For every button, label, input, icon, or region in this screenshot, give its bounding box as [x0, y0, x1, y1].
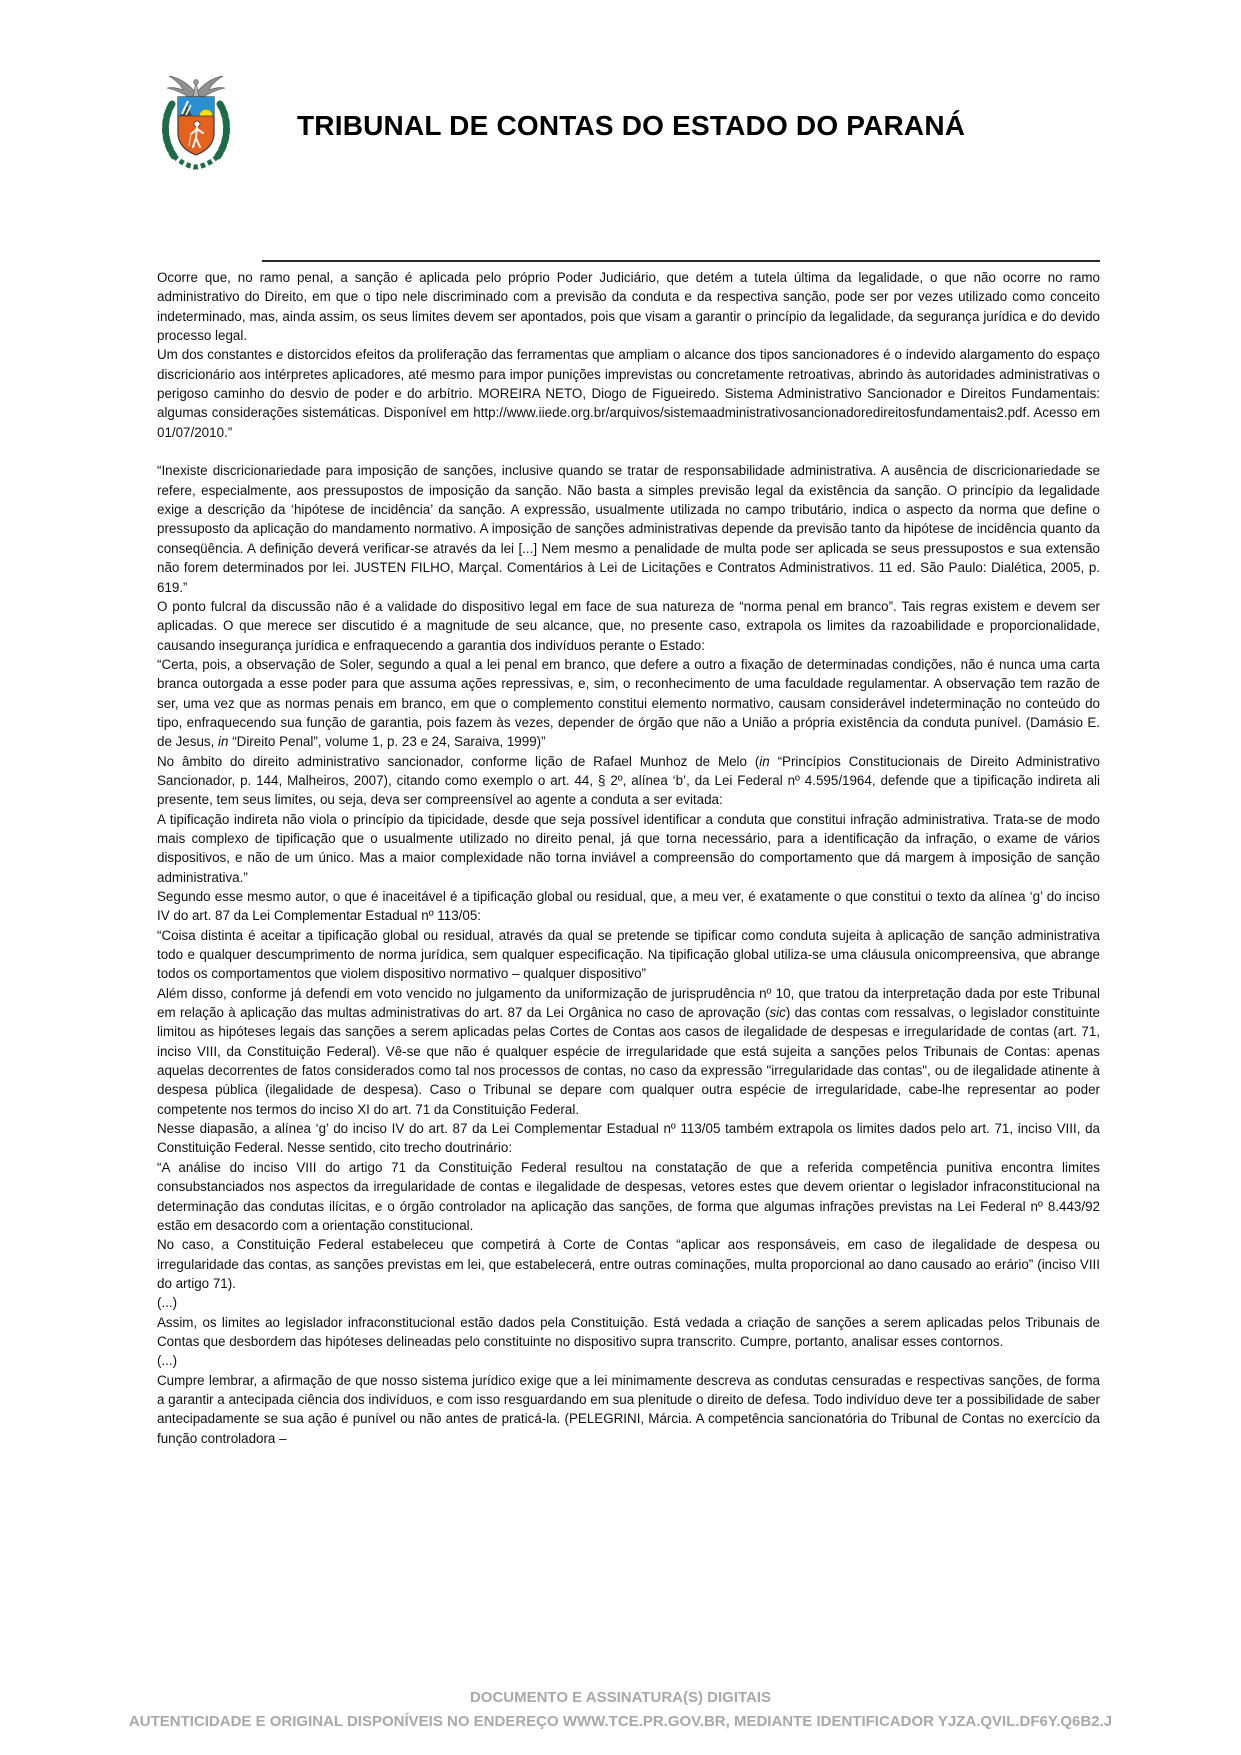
paragraph: Cumpre lembrar, a afirmação de que nosso sistema jurídico exige que a lei minimamente descreva as condutas censuradas e respectivas sanções, de forma a garantir a antecipada ciência dos indivíduos, e com isso resguardando em sua plenitude o direito de defesa. Todo indivíduo deve ter a possibilidade de saber antecipadamente se sua ação é punível ou não antes de praticá-la. (PELEGRINI, Márcia. A competência sancionatória do Tribunal de Contas no exercício da função controladora –	[157, 1372, 1100, 1446]
paragraph: O ponto fulcral da discussão não é a validade do dispositivo legal em face de sua natureza de “norma penal em branco”. Tais regras existem e devem ser aplicadas. O que merece ser discutido é a magnitude de seu alcance, que, no presente caso, extrapola os limites da razoabilidade e proporcionalidade, causando insegurança jurídica e enfraquecendo a garantia dos indivíduos perante o Estado:	[157, 598, 1100, 653]
header-divider	[262, 260, 1100, 262]
page-title: TRIBUNAL DE CONTAS DO ESTADO DO PARANÁ	[297, 110, 966, 141]
footer-line-2: AUTENTICIDADE E ORIGINAL DISPONÍVEIS NO ENDEREÇO WWW.TCE.PR.GOV.BR, MEDIANTE IDENTIFICADOR YJZA.QVIL.DF6Y.Q6B2.J	[128, 1713, 1113, 1730]
paragraph: (...)	[157, 1295, 178, 1311]
paragraph: “Certa, pois, a observação de Soler, segundo a qual a lei penal em branco, que defere a outro a fixação de determinadas condições, não é nunca uma carta branca outorgada a esse poder para que assuma ações repressivas, e, sim, o reconhecimento de uma faculdade regulamentar. A observação tem razão de ser, uma vez que as normas penais em branco, em que o complemento constitui elemento normativo, causam considerável indeterminação no conteúdo do tipo, enfraquecendo sua função de garantia, pois fazem às vezes, depender de órgão que não a União a própria existência da conduta punível. (Damásio E. de Jesus, in “Direito Penal”, volume 1, p. 23 e 24, Saraiva, 1999)”	[157, 656, 1100, 750]
digital-signature-footer	[0, 1686, 1241, 1734]
shield-icon	[178, 97, 214, 155]
paragraph: Um dos constantes e distorcidos efeitos da proliferação das ferramentas que ampliam o alcance dos tipos sancionadores é o indevido alargamento do espaço discricionário aos intérpretes aplicadores, até mesmo para impor punições imprevistas ou concretamente retroativas, abrindo às autoridades administrativas o perigoso caminho do desvio de poder e do arbítrio. MOREIRA NETO, Diogo de Figueiredo. Sistema Administrativo Sancionador e Direitos Fundamentais: algumas considerações sistemáticas. Disponível em http://www.iiede.org.br/arquivos/sistemaadministrativosancionadoredireitosfundamentais2.pdf. Acesso em 01/07/2010.”	[157, 347, 1100, 440]
paragraph: “A análise do inciso VIII do artigo 71 da Constituição Federal resultou na constatação de que a referida competência punitiva encontra limites consubstanciados nos aspectos da irregularidade de contas e ilegalidade de despesas, vetores estes que devem orientar o legislador infraconstitucional na determinação das condutas ilícitas, e o órgão controlador na aplicação das sanções, de forma que algumas infrações previstas na Lei Federal nº 8.443/92 estão em desacordo com a orientação constitucional.	[157, 1159, 1100, 1233]
paragraph: Nesse diapasão, a alínea ‘g’ do inciso IV do art. 87 da Lei Complementar Estadual nº 113/05 também extrapola os limites dados pelo art. 71, inciso VIII, da Constituição Federal. Nesse sentido, cito trecho doutrinário:	[157, 1121, 1100, 1156]
paragraph: (...)	[157, 1353, 178, 1369]
paragraph: Assim, os limites ao legislador infraconstitucional estão dados pela Constituição. Está vedada a criação de sanções a serem aplicadas pelos Tribunais de Contas que desbordem das hipóteses delineadas pelo constituinte no dispositivo supra transcrito. Cumpre, portanto, analisar esses contornos.	[157, 1314, 1100, 1349]
paragraph: No caso, a Constituição Federal estabeleceu que competirá à Corte de Contas “aplicar aos responsáveis, em caso de ilegalidade de despesa ou irregularidade das contas, as sanções previstas em lei, que estabelecerá, entre outras cominações, multa proporcional ao dano causado ao erário” (inciso VIII do artigo 71).	[157, 1237, 1100, 1291]
paragraph: Além disso, conforme já defendi em voto vencido no julgamento da uniformização de jurisprudência nº 10, que tratou da interpretação dada por este Tribunal em relação à aplicação das multas administrativas do art. 87 da Lei Orgânica no caso de aprovação (sic) das contas com ressalvas, o legislador constituinte limitou as hipóteses legais das sanções a serem aplicadas pelas Cortes de Contas aos casos de ilegalidade de despesas e irregularidade de contas (art. 71, inciso VIII, da Constituição Federal). Vê-se que não é qualquer espécie de irregularidade que está sujeita a sanções pelos Tribunais de Contas: apenas aquelas decorrentes de fatos considerados como tal nos processos de contas, no caso da expressão "irregularidade das contas", ou de ilegalidade atinente à despesa pública (ilegalidade de despesa). Caso o Tribunal se depare com qualquer outra espécie de irregularidade, cabe-lhe representar ao poder competente nos termos do inciso XI do art. 71 da Constituição Federal.	[157, 985, 1101, 1117]
paragraph: A tipificação indireta não viola o princípio da tipicidade, desde que seja possível identificar a conduta que constitui infração administrativa. Trata-se de modo mais complexo de tipificação que o usualmente utilizado no direito penal, já que torna necessário, para a identificação da infração, o exame de vários dispositivos, e não de um único. Mas a maior complexidade não torna inviável a compreensão do comportamento que dá margem à imposição de sanção administrativa.”	[157, 811, 1100, 885]
paragraph: Ocorre que, no ramo penal, a sanção é aplicada pelo próprio Poder Judiciário, que detém a tutela última da legalidade, o que não ocorre no ramo administrativo do Direito, em que o tipo nele discriminado com a previsão da conduta e da respectiva sanção, pode ser por vezes utilizado como conceito indeterminado, mas, ainda assim, os seus limites devem ser apontados, pois que visam a garantir o princípio da legalidade, da segurança jurídica e do devido processo legal.	[157, 270, 1100, 344]
paragraph: Segundo esse mesmo autor, o que é inaceitável é a tipificação global ou residual, que, a meu ver, é exatamente o que constitui o texto da alínea ‘g’ do inciso IV do art. 87 da Lei Complementar Estadual nº 113/05:	[157, 889, 1100, 924]
footer-line-1: DOCUMENTO E ASSINATURA(S) DIGITAIS	[469, 1689, 772, 1706]
document-body	[157, 268, 1100, 1448]
parana-coat-of-arms-icon	[155, 72, 237, 170]
paragraph: No âmbito do direito administrativo sancionador, conforme lição de Rafael Munhoz de Melo (in “Princípios Constitucionais de Direito Administrativo Sancionador, p. 144, Malheiros, 2007), citando como exemplo o art. 44, § 2º, alínea ‘b’, da Lei Federal nº 4.595/1964, defende que a tipificação indireta ali presente, tem seus limites, ou seja, deva ser compreensível ao agente a conduta a ser evitada:	[157, 753, 1100, 808]
page-header	[155, 72, 965, 170]
paragraph: “Coisa distinta é aceitar a tipificação global ou residual, através da qual se pretende se tipificar como conduta sujeita à aplicação de sanção administrativa todo e qualquer descumprimento de norma jurídica, sem qualquer especificação. Na tipificação global utiliza-se uma cláusula onicompreensiva, que abrange todos os comportamentos que violem dispositivo normativo – qualquer dispositivo”	[157, 927, 1100, 982]
eagle-icon	[167, 76, 225, 98]
paragraph: “Inexiste discricionariedade para imposição de sanções, inclusive quando se tratar de responsabilidade administrativa. A ausência de discricionariedade se refere, especialmente, aos pressupostos de imposição da sanção. Não basta a simples previsão legal da existência da sanção. O princípio da legalidade exige a descrição da ‘hipótese de incidência’ da sanção. A expressão, usualmente utilizada no campo tributário, indica o aspecto da norma que define o pressuposto da aplicação do mandamento normativo. A imposição de sanções administrativas depende da previsão tanto da hipótese de incidência quanto da conseqüência. A definição deverá verificar-se através da lei [...] Nem mesmo a penalidade de multa pode ser aplicada se seus pressupostos e sua extensão não forem determinados por lei. JUSTEN FILHO, Marçal. Comentários à Lei de Licitações e Contratos Administrativos. 11 ed. São Paulo: Dialética, 2005, p. 619.”	[157, 463, 1100, 595]
